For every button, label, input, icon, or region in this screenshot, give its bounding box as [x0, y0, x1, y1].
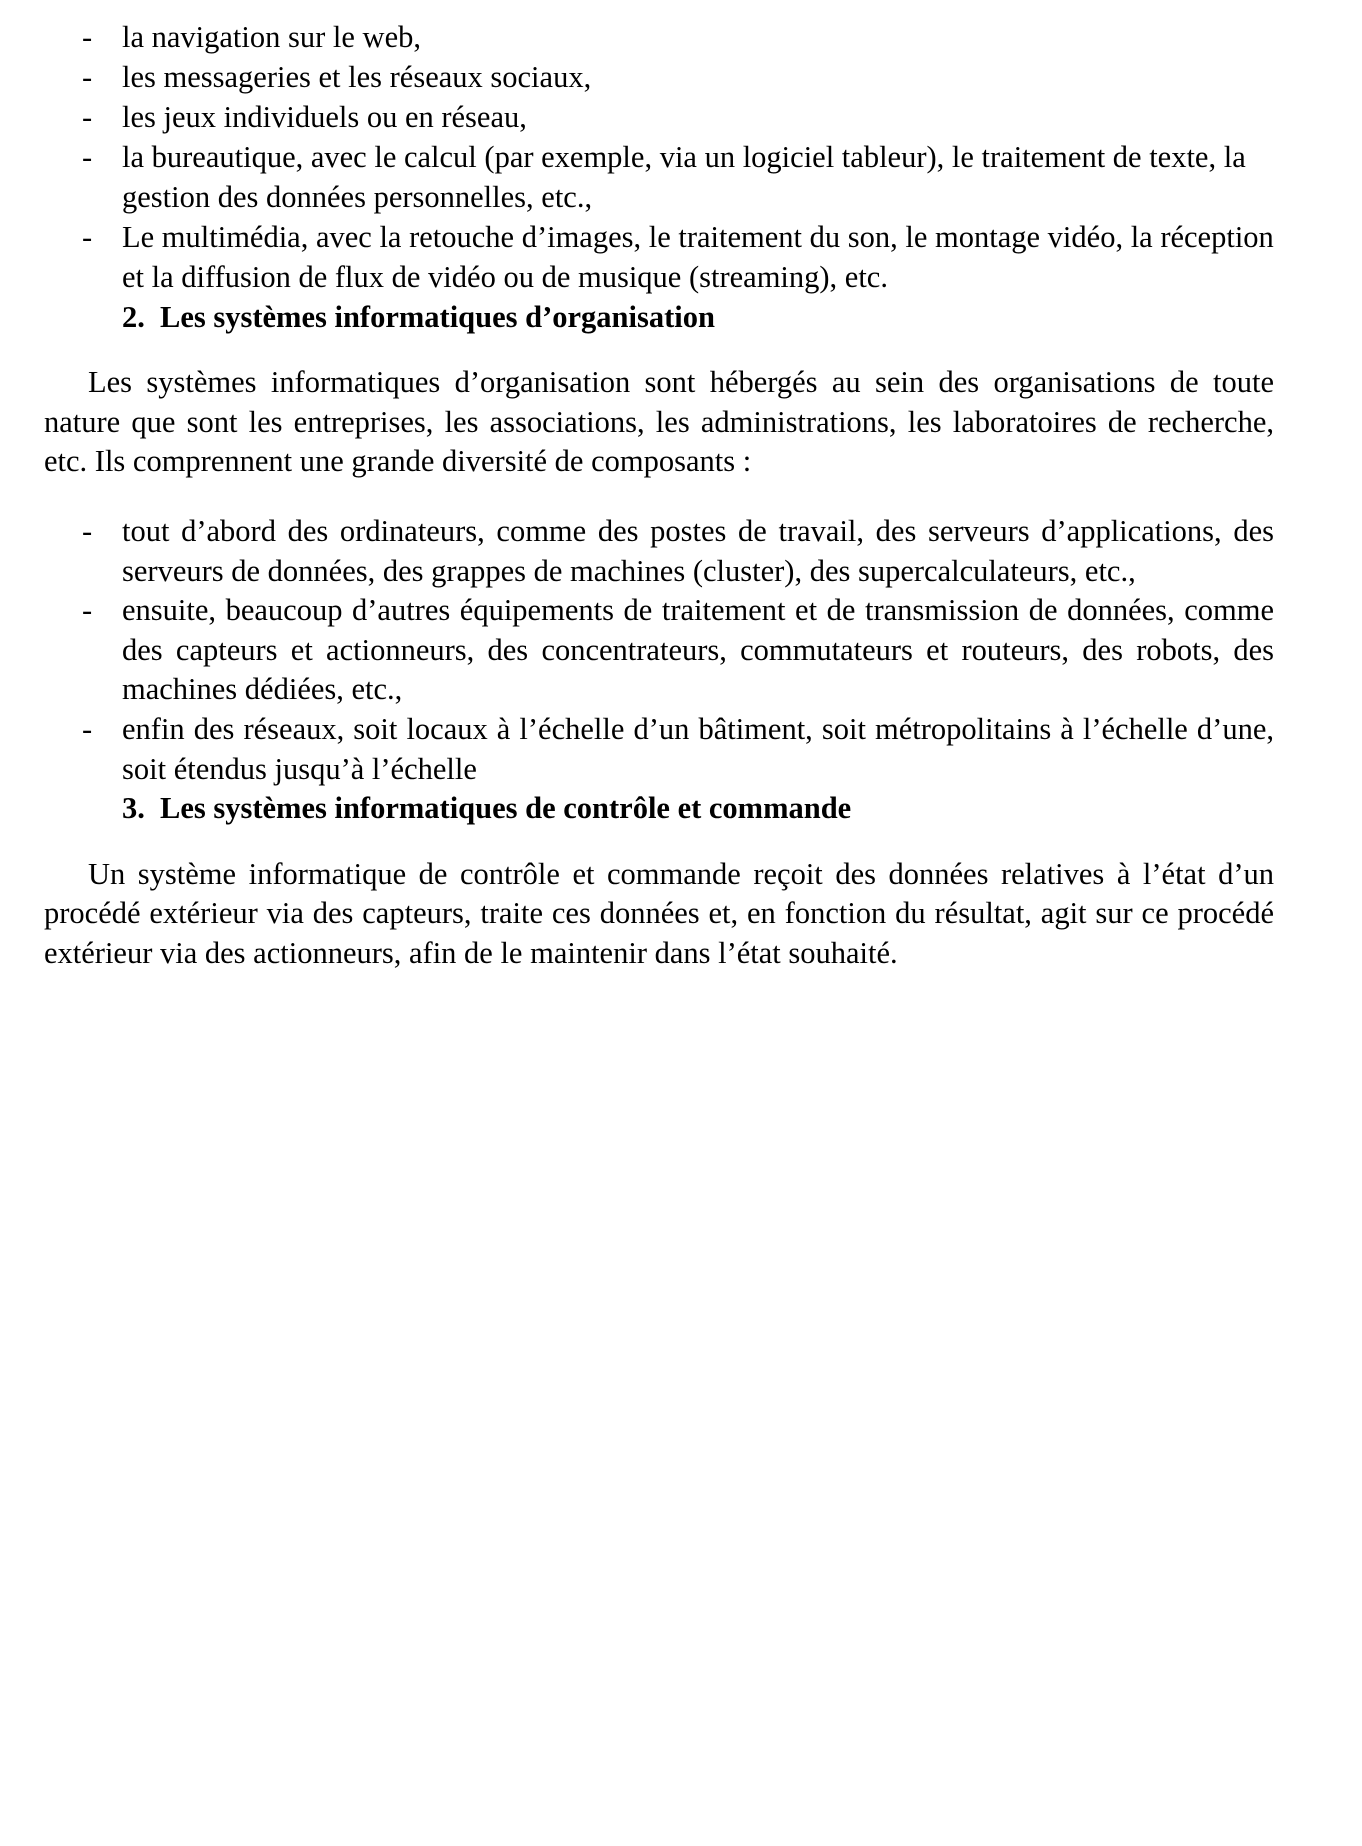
list-item — [44, 138, 1274, 217]
bullet-dash: - — [82, 60, 93, 95]
list-item — [44, 591, 1274, 710]
top-bullet-list — [44, 18, 1274, 297]
list-item-text: la bureautique, avec le calcul (par exemple, via un logiciel tableur), le traitement de texte, la gestion des données personnelles, etc., — [122, 140, 1246, 214]
document-content — [44, 18, 1274, 974]
list-item-text: les messageries et les réseaux sociaux, — [122, 60, 592, 95]
section-3-number: 3. — [122, 791, 145, 826]
list-item — [44, 512, 1274, 591]
list-item — [44, 218, 1274, 297]
section-2-bullet-list — [44, 512, 1274, 789]
list-item — [44, 58, 1274, 98]
list-item-text: ensuite, beaucoup d’autres équipements de traitement et de transmission de données, comme des capteurs et actionneurs, des concentrateurs, commutateurs et routeurs, des robots, des machines dédiées, etc., — [122, 593, 1274, 707]
bullet-dash: - — [82, 712, 93, 746]
list-item — [44, 98, 1274, 138]
section-3-title: Les systèmes informatiques de contrôle et commande — [160, 791, 852, 826]
list-item — [44, 710, 1274, 789]
spacer — [44, 829, 1274, 855]
list-item-text: tout d’abord des ordinateurs, comme des postes de travail, des serveurs d’applications, des serveurs de données, des grappes de machines (cluster), des supercalculateurs, etc., — [122, 514, 1274, 588]
bullet-dash: - — [82, 100, 93, 135]
section-2-title: Les systèmes informatiques d’organisation — [160, 299, 715, 334]
list-item-text: la navigation sur le web, — [122, 20, 421, 54]
bullet-dash: - — [82, 219, 93, 254]
section-2-paragraph: Les systèmes informatiques d’organisation sont hébergés au sein des organisations de toute nature que sont les entreprises, les associations, les administrations, les laboratoires de recherche, etc. Ils comprennent une grande diversité de composants : — [44, 365, 1274, 479]
spacer — [44, 337, 1274, 363]
section-2-heading — [44, 298, 1274, 338]
list-item-text: Le multimédia, avec la retouche d’images, le traitement du son, le montage vidéo, la réception et la diffusion de flux de vidéo ou de musique (streaming), etc. — [122, 219, 1274, 294]
section-3-paragraph: Un système informatique de contrôle et commande reçoit des données relatives à l’état d’un procédé extérieur via des capteurs, traite ces données et, en fonction du résultat, agit sur ce procédé extérieur via des actionneurs, afin de le maintenir dans l’état souhaité. — [44, 856, 1274, 970]
bullet-dash: - — [82, 593, 93, 628]
bullet-dash: - — [82, 20, 93, 54]
bullet-dash: - — [82, 514, 93, 549]
list-item — [44, 18, 1274, 58]
section-2-number: 2. — [122, 299, 145, 334]
bullet-dash: - — [82, 140, 93, 175]
list-item-text: les jeux individuels ou en réseau, — [122, 100, 527, 135]
spacer — [44, 482, 1274, 512]
list-item-text: enfin des réseaux, soit locaux à l’échelle d’un bâtiment, soit métropolitains à l’échelle d’une, soit étendus jusqu’à l’échelle — [122, 712, 1274, 786]
section-3-heading — [44, 789, 1274, 829]
